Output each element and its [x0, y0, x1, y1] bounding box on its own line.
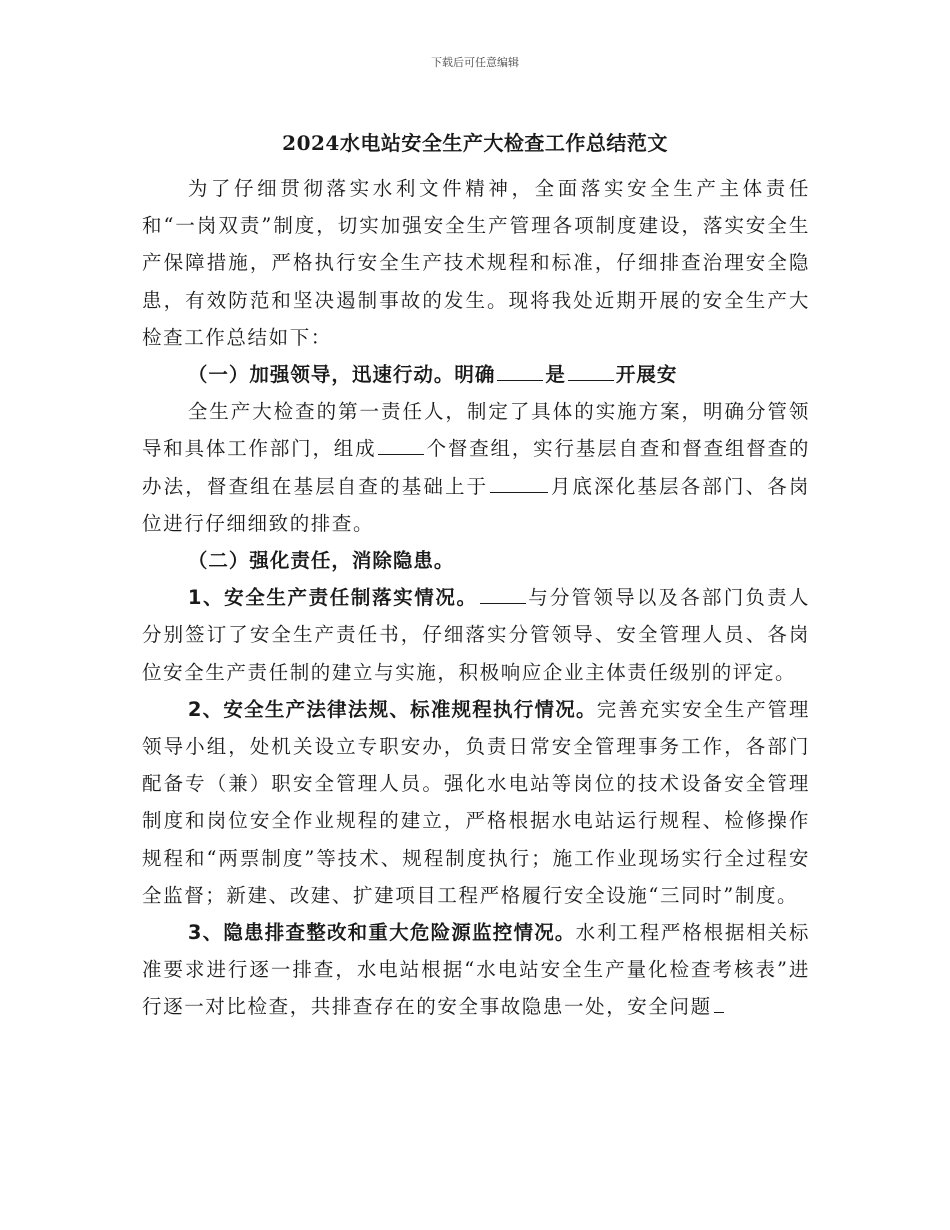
document-body — [142, 170, 810, 1026]
fill-blank — [714, 994, 724, 1013]
section1-heading — [142, 356, 810, 393]
section2-heading: （二）强化责任，消除隐患。 — [187, 549, 455, 573]
item3-lead: 3、隐患排查整改和重大危险源监控情况。 — [187, 921, 576, 945]
item2-lead: 2、安全生产法律法规、标准规程执行情况。 — [187, 697, 597, 721]
section1-heading-text-b: 是 — [545, 363, 566, 387]
section1-body-text-c: 月底深化基层各部门、各岗位进行仔细细致的排查。 — [142, 474, 810, 535]
item3-paragraph — [142, 914, 810, 1026]
item3-text: 水利工程严格根据相关标准要求进行逐一排查，水电站根据“水电站安全生产量化检查考核表”进行逐一对比检查，共排查存在的安全事故隐患一处，安全问题 — [142, 921, 810, 1019]
page-title: 2024水电站安全生产大检查工作总结范文 — [282, 131, 668, 155]
item1-text: 与分管领导以及各部门负责人分别签订了安全生产责任书，仔细落实分管领导、安全管理人员、各岗位安全生产责任制的建立与实施，积极响应企业主体责任级别的评定。 — [142, 586, 810, 684]
section1-heading-text-a: （一）加强领导，迅速行动。明确 — [187, 363, 496, 387]
fill-blank — [497, 362, 543, 381]
fill-blank — [568, 362, 614, 381]
item2-paragraph — [142, 691, 810, 914]
item1-lead: 1、安全生产责任制落实情况。 — [187, 586, 478, 610]
header-note: 下载后可任意编辑 — [431, 56, 519, 69]
section1-heading-text-c: 开展安 — [615, 363, 678, 387]
fill-blank — [490, 474, 548, 493]
fill-blank — [480, 585, 526, 604]
section1-body-text-a: 全生产大检查的第一责任人，制定了具体的实施方案，明确分管领导和具体工作部门，组成 — [142, 400, 810, 461]
fill-blank — [378, 436, 424, 455]
intro-paragraph: 为了仔细贯彻落实水利文件精神，全面落实安全生产主体责任和“一岗双责”制度，切实加强安全生产管理各项制度建设，落实安全生产保障措施，严格执行安全生产技术规程和标准，仔细排查治理安全隐患，有效防范和坚决遏制事故的发生。现将我处近期开展的安全生产大检查工作总结如下： — [142, 177, 810, 349]
item2-text: 完善充实安全生产管理领导小组，处机关设立专职安办，负责日常安全管理事务工作，各部门配备专（兼）职安全管理人员。强化水电站等岗位的技术设备安全管理制度和岗位安全作业规程的建立，严格根据水电站运行规程、检修操作规程和“两票制度”等技术、规程制度执行；施工作业现场实行全过程安全监督；新建、改建、扩建项目工程严格履行安全设施“三同时”制度。 — [142, 697, 810, 907]
section1-body — [142, 393, 810, 542]
item1-paragraph — [142, 579, 810, 691]
section1-body-text-b: 个督查组，实行基层自查和督查组督查的办法，督查组在基层自查的基础上于 — [142, 437, 810, 498]
